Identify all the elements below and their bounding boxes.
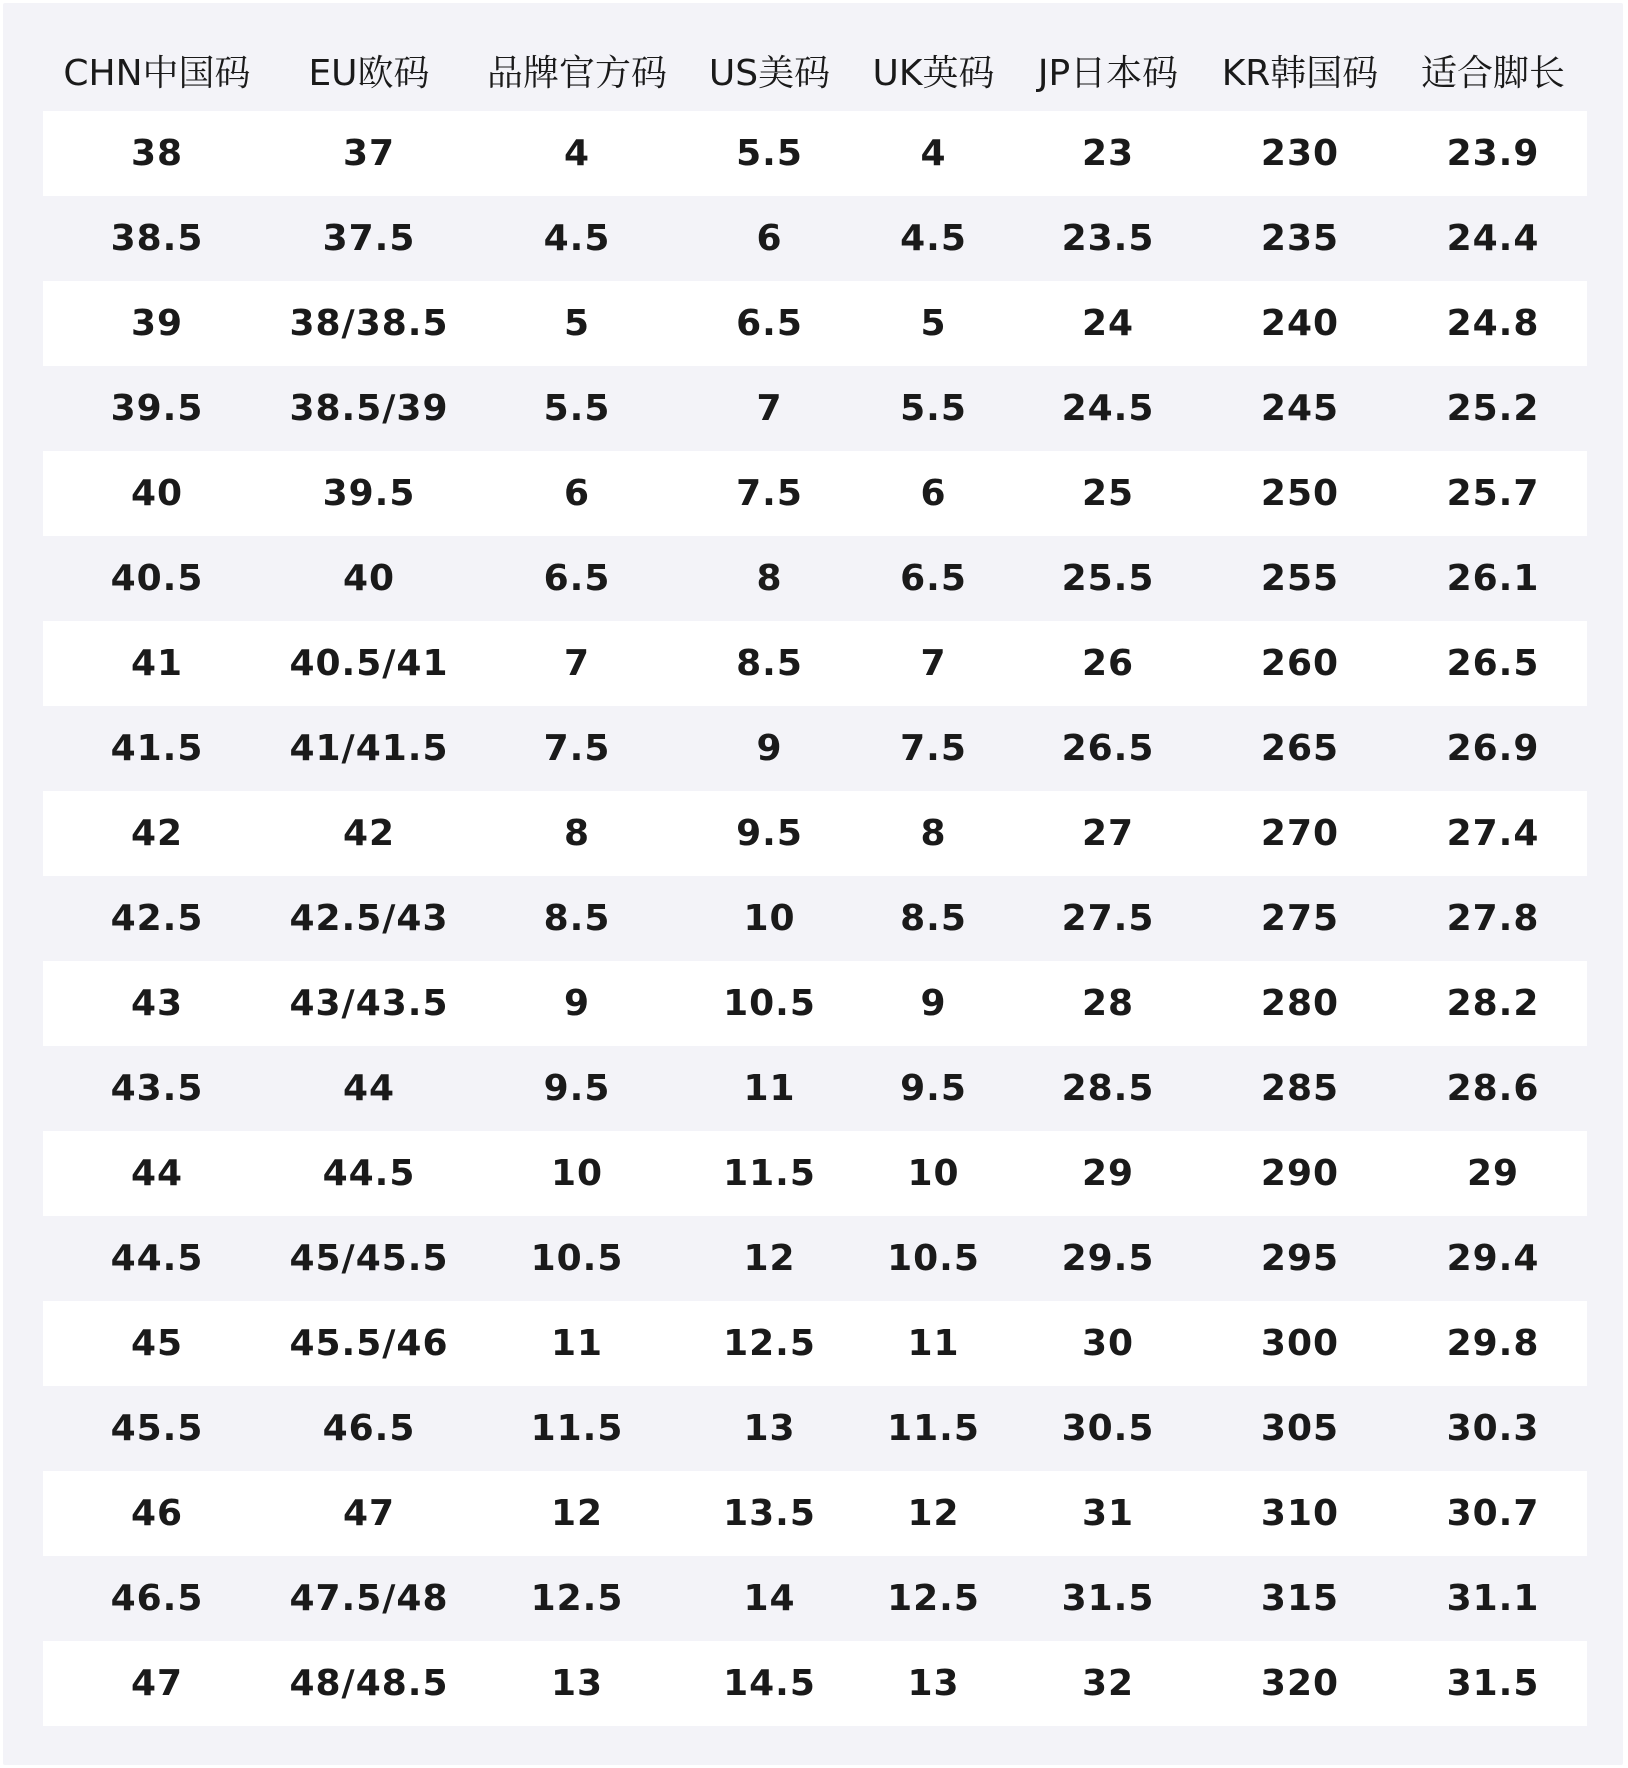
chn-size-cell: 39 — [43, 281, 271, 366]
eu-size-cell: 45.5/46 — [271, 1301, 467, 1386]
brand-size-cell: 4.5 — [467, 196, 687, 281]
table-row — [43, 1386, 1587, 1471]
kr-size-cell: 230 — [1201, 111, 1399, 196]
brand-size-cell: 6.5 — [467, 536, 687, 621]
us-size-cell: 14.5 — [687, 1641, 852, 1726]
kr-size-cell: 240 — [1201, 281, 1399, 366]
uk-size-cell: 8 — [852, 791, 1015, 876]
jp-size-cell: 32 — [1015, 1641, 1201, 1726]
chn-size-cell: 47 — [43, 1641, 271, 1726]
table-row — [43, 1301, 1587, 1386]
foot-length-cell: 25.2 — [1399, 366, 1587, 451]
brand-size-cell: 9 — [467, 961, 687, 1046]
chn-size-cell: 46.5 — [43, 1556, 271, 1641]
foot-length-cell: 29.4 — [1399, 1216, 1587, 1301]
kr-size-cell: 290 — [1201, 1131, 1399, 1216]
kr-size-cell: 280 — [1201, 961, 1399, 1046]
kr-size-cell: 320 — [1201, 1641, 1399, 1726]
table-row — [43, 621, 1587, 706]
uk-size-cell: 4 — [852, 111, 1015, 196]
foot-length-cell: 30.7 — [1399, 1471, 1587, 1556]
us-size-cell: 6 — [687, 196, 852, 281]
foot-length-cell: 25.7 — [1399, 451, 1587, 536]
table-row — [43, 111, 1587, 196]
eu-size-cell: 44.5 — [271, 1131, 467, 1216]
jp-size-cell: 24.5 — [1015, 366, 1201, 451]
jp-size-cell: 24 — [1015, 281, 1201, 366]
chn-size-cell: 39.5 — [43, 366, 271, 451]
chn-size-cell: 45.5 — [43, 1386, 271, 1471]
foot-length-cell: 29 — [1399, 1131, 1587, 1216]
uk-size-cell: 7.5 — [852, 706, 1015, 791]
header-row — [43, 29, 1587, 111]
eu-size-cell: 40.5/41 — [271, 621, 467, 706]
uk-size-cell: 10 — [852, 1131, 1015, 1216]
brand-size-cell: 7.5 — [467, 706, 687, 791]
table-row — [43, 1556, 1587, 1641]
table-row — [43, 281, 1587, 366]
table-row — [43, 791, 1587, 876]
uk-size-cell: 5.5 — [852, 366, 1015, 451]
brand-size-cell: 11.5 — [467, 1386, 687, 1471]
jp-size-cell: 28 — [1015, 961, 1201, 1046]
eu-size-cell: 43/43.5 — [271, 961, 467, 1046]
brand-size-cell: 4 — [467, 111, 687, 196]
us-size-cell: 13 — [687, 1386, 852, 1471]
foot-length-cell: 28.2 — [1399, 961, 1587, 1046]
jp-size-cell: 28.5 — [1015, 1046, 1201, 1131]
us-size-cell: 13.5 — [687, 1471, 852, 1556]
foot-length-cell: 28.6 — [1399, 1046, 1587, 1131]
foot-length-cell: 24.8 — [1399, 281, 1587, 366]
eu-size-cell: 42 — [271, 791, 467, 876]
jp-size-cell: 25 — [1015, 451, 1201, 536]
foot-length-cell: 29.8 — [1399, 1301, 1587, 1386]
chn-size-cell: 41.5 — [43, 706, 271, 791]
jp-size-cell: 26 — [1015, 621, 1201, 706]
eu-size-cell: 39.5 — [271, 451, 467, 536]
brand-size-cell: 8.5 — [467, 876, 687, 961]
uk-size-cell: 11.5 — [852, 1386, 1015, 1471]
chn-size-cell: 38.5 — [43, 196, 271, 281]
table-row — [43, 366, 1587, 451]
us-size-cell: 12.5 — [687, 1301, 852, 1386]
uk-size-cell: 6 — [852, 451, 1015, 536]
size-chart-panel — [3, 3, 1623, 1765]
table-row — [43, 1641, 1587, 1726]
brand-size-cell: 7 — [467, 621, 687, 706]
foot-length-cell: 31.1 — [1399, 1556, 1587, 1641]
eu-size-cell: 44 — [271, 1046, 467, 1131]
us-size-cell: 11.5 — [687, 1131, 852, 1216]
us-size-cell: 6.5 — [687, 281, 852, 366]
brand-size-cell: 12.5 — [467, 1556, 687, 1641]
us-size-cell: 10.5 — [687, 961, 852, 1046]
uk-size-cell: 7 — [852, 621, 1015, 706]
jp-size-cell: 29.5 — [1015, 1216, 1201, 1301]
eu-size-cell: 48/48.5 — [271, 1641, 467, 1726]
kr-size-cell: 265 — [1201, 706, 1399, 791]
chn-size-cell: 40.5 — [43, 536, 271, 621]
header-uk-size: UK英码 — [872, 52, 995, 94]
kr-size-cell: 260 — [1201, 621, 1399, 706]
table-row — [43, 196, 1587, 281]
foot-length-cell: 27.8 — [1399, 876, 1587, 961]
table-row — [43, 1131, 1587, 1216]
jp-size-cell: 27.5 — [1015, 876, 1201, 961]
header-kr-size: KR韩国码 — [1221, 52, 1379, 94]
eu-size-cell: 40 — [271, 536, 467, 621]
brand-size-cell: 8 — [467, 791, 687, 876]
foot-length-cell: 30.3 — [1399, 1386, 1587, 1471]
us-size-cell: 5.5 — [687, 111, 852, 196]
chn-size-cell: 44 — [43, 1131, 271, 1216]
foot-length-cell: 24.4 — [1399, 196, 1587, 281]
brand-size-cell: 5 — [467, 281, 687, 366]
kr-size-cell: 285 — [1201, 1046, 1399, 1131]
us-size-cell: 7 — [687, 366, 852, 451]
eu-size-cell: 47.5/48 — [271, 1556, 467, 1641]
chn-size-cell: 46 — [43, 1471, 271, 1556]
eu-size-cell: 41/41.5 — [271, 706, 467, 791]
eu-size-cell: 38/38.5 — [271, 281, 467, 366]
kr-size-cell: 270 — [1201, 791, 1399, 876]
us-size-cell: 9 — [687, 706, 852, 791]
jp-size-cell: 25.5 — [1015, 536, 1201, 621]
table-row — [43, 961, 1587, 1046]
header-jp-size: JP日本码 — [1037, 52, 1179, 94]
uk-size-cell: 11 — [852, 1301, 1015, 1386]
jp-size-cell: 23.5 — [1015, 196, 1201, 281]
us-size-cell: 8 — [687, 536, 852, 621]
uk-size-cell: 13 — [852, 1641, 1015, 1726]
eu-size-cell: 38.5/39 — [271, 366, 467, 451]
uk-size-cell: 12.5 — [852, 1556, 1015, 1641]
us-size-cell: 12 — [687, 1216, 852, 1301]
us-size-cell: 14 — [687, 1556, 852, 1641]
jp-size-cell: 30.5 — [1015, 1386, 1201, 1471]
kr-size-cell: 245 — [1201, 366, 1399, 451]
us-size-cell: 10 — [687, 876, 852, 961]
brand-size-cell: 11 — [467, 1301, 687, 1386]
header-eu-size: EU欧码 — [308, 52, 430, 94]
jp-size-cell: 27 — [1015, 791, 1201, 876]
uk-size-cell: 12 — [852, 1471, 1015, 1556]
brand-size-cell: 10 — [467, 1131, 687, 1216]
size-table-body — [43, 111, 1587, 1726]
kr-size-cell: 305 — [1201, 1386, 1399, 1471]
header-brand-size: 品牌官方码 — [486, 52, 667, 94]
uk-size-cell: 10.5 — [852, 1216, 1015, 1301]
chn-size-cell: 43 — [43, 961, 271, 1046]
us-size-cell: 8.5 — [687, 621, 852, 706]
foot-length-cell: 31.5 — [1399, 1641, 1587, 1726]
uk-size-cell: 6.5 — [852, 536, 1015, 621]
table-row — [43, 706, 1587, 791]
chn-size-cell: 42.5 — [43, 876, 271, 961]
chn-size-cell: 43.5 — [43, 1046, 271, 1131]
kr-size-cell: 310 — [1201, 1471, 1399, 1556]
chn-size-cell: 41 — [43, 621, 271, 706]
uk-size-cell: 5 — [852, 281, 1015, 366]
us-size-cell: 7.5 — [687, 451, 852, 536]
kr-size-cell: 250 — [1201, 451, 1399, 536]
brand-size-cell: 9.5 — [467, 1046, 687, 1131]
eu-size-cell: 46.5 — [271, 1386, 467, 1471]
jp-size-cell: 29 — [1015, 1131, 1201, 1216]
table-row — [43, 876, 1587, 961]
header-foot-length: 适合脚长 — [1420, 52, 1565, 94]
brand-size-cell: 13 — [467, 1641, 687, 1726]
chn-size-cell: 42 — [43, 791, 271, 876]
jp-size-cell: 23 — [1015, 111, 1201, 196]
table-row — [43, 1216, 1587, 1301]
kr-size-cell: 295 — [1201, 1216, 1399, 1301]
foot-length-cell: 26.9 — [1399, 706, 1587, 791]
eu-size-cell: 42.5/43 — [271, 876, 467, 961]
chn-size-cell: 44.5 — [43, 1216, 271, 1301]
chn-size-cell: 45 — [43, 1301, 271, 1386]
foot-length-cell: 26.5 — [1399, 621, 1587, 706]
us-size-cell: 9.5 — [687, 791, 852, 876]
table-row — [43, 536, 1587, 621]
kr-size-cell: 255 — [1201, 536, 1399, 621]
kr-size-cell: 275 — [1201, 876, 1399, 961]
kr-size-cell: 300 — [1201, 1301, 1399, 1386]
brand-size-cell: 12 — [467, 1471, 687, 1556]
foot-length-cell: 23.9 — [1399, 111, 1587, 196]
jp-size-cell: 31 — [1015, 1471, 1201, 1556]
uk-size-cell: 8.5 — [852, 876, 1015, 961]
eu-size-cell: 37 — [271, 111, 467, 196]
jp-size-cell: 31.5 — [1015, 1556, 1201, 1641]
chn-size-cell: 40 — [43, 451, 271, 536]
table-row — [43, 1046, 1587, 1131]
uk-size-cell: 4.5 — [852, 196, 1015, 281]
kr-size-cell: 235 — [1201, 196, 1399, 281]
brand-size-cell: 5.5 — [467, 366, 687, 451]
brand-size-cell: 10.5 — [467, 1216, 687, 1301]
size-chart-table — [43, 29, 1587, 1726]
eu-size-cell: 45/45.5 — [271, 1216, 467, 1301]
eu-size-cell: 37.5 — [271, 196, 467, 281]
table-row — [43, 451, 1587, 536]
table-row — [43, 1471, 1587, 1556]
us-size-cell: 11 — [687, 1046, 852, 1131]
chn-size-cell: 38 — [43, 111, 271, 196]
jp-size-cell: 26.5 — [1015, 706, 1201, 791]
jp-size-cell: 30 — [1015, 1301, 1201, 1386]
brand-size-cell: 6 — [467, 451, 687, 536]
foot-length-cell: 27.4 — [1399, 791, 1587, 876]
header-us-size: US美码 — [708, 52, 831, 94]
foot-length-cell: 26.1 — [1399, 536, 1587, 621]
kr-size-cell: 315 — [1201, 1556, 1399, 1641]
uk-size-cell: 9.5 — [852, 1046, 1015, 1131]
header-chn-size: CHN中国码 — [63, 52, 251, 94]
eu-size-cell: 47 — [271, 1471, 467, 1556]
uk-size-cell: 9 — [852, 961, 1015, 1046]
